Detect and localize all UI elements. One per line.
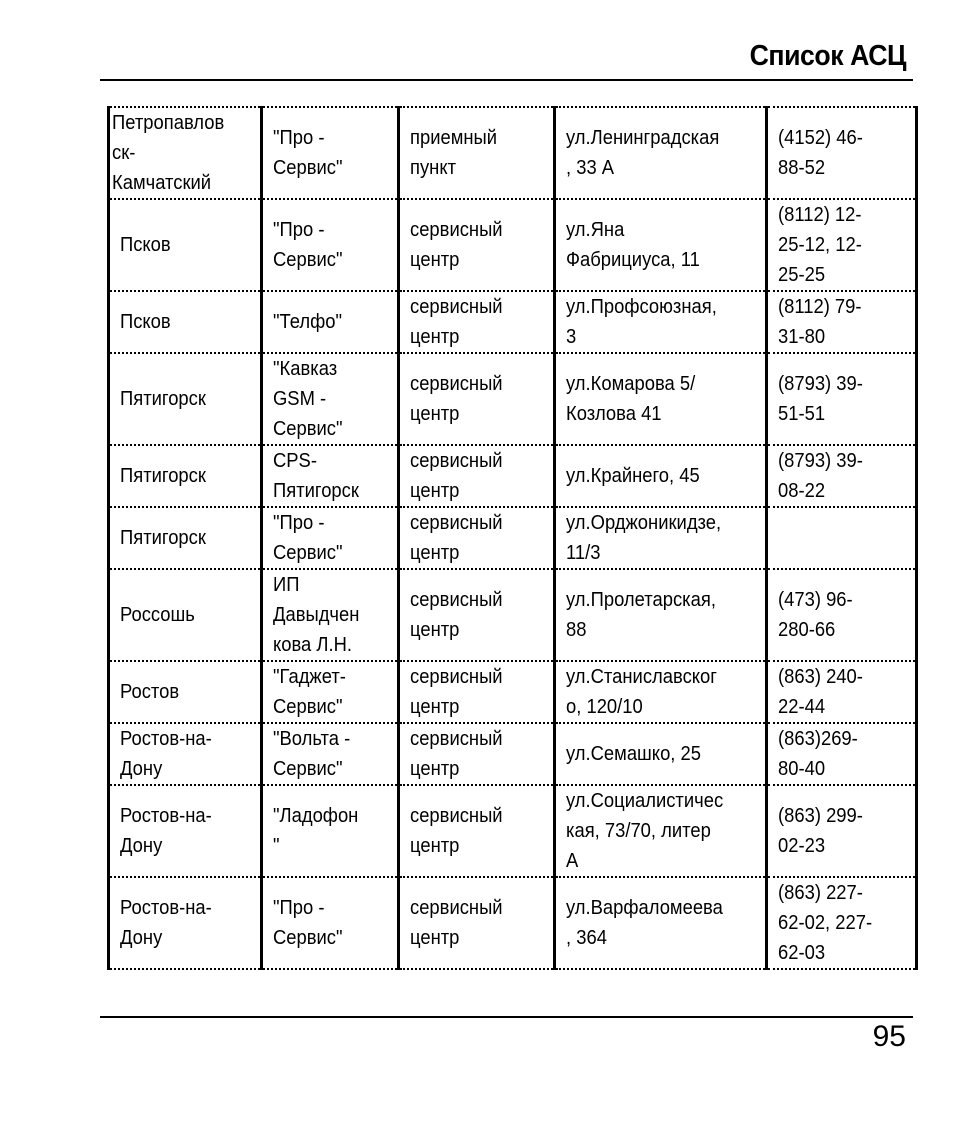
type-cell: сервисный центр	[399, 445, 555, 507]
type-cell: сервисный центр	[399, 291, 555, 353]
city-cell: Пятигорск	[109, 507, 262, 569]
city-cell: Россошь	[109, 569, 262, 661]
type-cell: приемный пункт	[399, 107, 555, 199]
organization-cell: "Вольта - Сервис"	[262, 723, 399, 785]
table-row	[109, 291, 917, 353]
address-cell: ул.Орджоникидзе, 11/3	[555, 507, 767, 569]
table-row	[109, 723, 917, 785]
type-cell: сервисный центр	[399, 569, 555, 661]
header-divider	[100, 79, 913, 81]
phone-cell: (863) 227- 62-02, 227- 62-03	[767, 877, 917, 969]
phone-cell: (8793) 39- 08-22	[767, 445, 917, 507]
address-cell: ул.Варфаломеева , 364	[555, 877, 767, 969]
city-cell: Ростов-на- Дону	[109, 877, 262, 969]
phone-cell: (863) 240- 22-44	[767, 661, 917, 723]
type-cell: сервисный центр	[399, 199, 555, 291]
phone-cell: (8793) 39- 51-51	[767, 353, 917, 445]
organization-cell: "Про - Сервис"	[262, 199, 399, 291]
address-cell: ул.Комарова 5/ Козлова 41	[555, 353, 767, 445]
organization-cell: "Про - Сервис"	[262, 507, 399, 569]
city-cell: Ростов	[109, 661, 262, 723]
city-cell: Пятигорск	[109, 353, 262, 445]
phone-cell: (863)269- 80-40	[767, 723, 917, 785]
table-row	[109, 785, 917, 877]
address-cell: ул.Семашко, 25	[555, 723, 767, 785]
footer-divider	[100, 1016, 913, 1018]
type-cell: сервисный центр	[399, 723, 555, 785]
address-cell: ул.Социалистичес кая, 73/70, литер А	[555, 785, 767, 877]
city-cell: Ростов-на- Дону	[109, 723, 262, 785]
table-row	[109, 507, 917, 569]
organization-cell: "Ладофон "	[262, 785, 399, 877]
type-cell: сервисный центр	[399, 877, 555, 969]
address-cell: ул.Ленинградская , 33 А	[555, 107, 767, 199]
address-cell: ул.Яна Фабрициуса, 11	[555, 199, 767, 291]
phone-cell: (8112) 79- 31-80	[767, 291, 917, 353]
table-row	[109, 877, 917, 969]
page-title: Список АСЦ	[749, 40, 906, 72]
type-cell: сервисный центр	[399, 507, 555, 569]
city-cell: Петропавлов ск- Камчатский	[109, 107, 262, 199]
city-cell: Пятигорск	[109, 445, 262, 507]
organization-cell: CPS- Пятигорск	[262, 445, 399, 507]
organization-cell: ИП Давыдчен кова Л.Н.	[262, 569, 399, 661]
city-cell: Псков	[109, 291, 262, 353]
organization-cell: "Кавказ GSM - Сервис"	[262, 353, 399, 445]
phone-cell: (473) 96- 280-66	[767, 569, 917, 661]
address-cell: ул.Крайнего, 45	[555, 445, 767, 507]
type-cell: сервисный центр	[399, 353, 555, 445]
address-cell: ул.Пролетарская, 88	[555, 569, 767, 661]
type-cell: сервисный центр	[399, 785, 555, 877]
organization-cell: "Про - Сервис"	[262, 877, 399, 969]
organization-cell: "Телфо"	[262, 291, 399, 353]
table-row	[109, 107, 917, 199]
table-row	[109, 445, 917, 507]
city-cell: Ростов-на- Дону	[109, 785, 262, 877]
page-number: 95	[872, 1020, 906, 1053]
table-row	[109, 199, 917, 291]
phone-cell: (863) 299- 02-23	[767, 785, 917, 877]
table-row	[109, 661, 917, 723]
phone-cell: (4152) 46- 88-52	[767, 107, 917, 199]
address-cell: ул.Профсоюзная, 3	[555, 291, 767, 353]
address-cell: ул.Станиславског о, 120/10	[555, 661, 767, 723]
organization-cell: "Про - Сервис"	[262, 107, 399, 199]
table-row	[109, 353, 917, 445]
table-row	[109, 569, 917, 661]
phone-cell: (8112) 12- 25-12, 12- 25-25	[767, 199, 917, 291]
city-cell: Псков	[109, 199, 262, 291]
type-cell: сервисный центр	[399, 661, 555, 723]
phone-cell	[767, 507, 917, 569]
organization-cell: "Гаджет- Сервис"	[262, 661, 399, 723]
service-center-table	[107, 106, 918, 970]
